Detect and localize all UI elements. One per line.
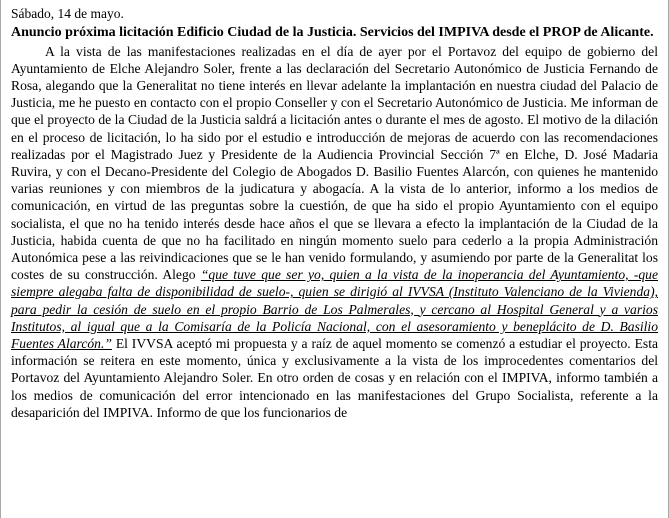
page-border-left: [0, 0, 1, 518]
body-paragraph-part-1: A la vista de las manifestaciones realizadas en el día de ayer por el Portavoz del equipo de gobierno del Ayuntamiento de Elche Alejandro Soler, frente a las declaración del Secretario Autonómico de Justicia Fernando de Rosa, alegando que la Generalitat no tiene interés en llevar adelante la implantación en nuestra ciudad del Palacio de Justicia, me he puesto en contacto con el propio Conseller y con el Secretario Autonómico de Justicia. Me informan de que el proyecto de la Ciudad de la Justicia saldrá a licitación antes o durante el mes de agosto. El motivo de la dilación en el proceso de licitación, lo ha sido por el estudio e introducción de mejoras de acuerdo con las recomendaciones realizadas por el Magistrado Juez y Presidente de la Audiencia Provincial Sección 7ª en Elche, D. José Madaria Ruvira, y con el Decano-Presidente del Colegio de Abogados D. Basilio Fuentes Alarcón, con quienes he mantenido varias reuniones y con miembros de la judicatura y abogacía. A la vista de lo anterior, informo a los medios de comunicación, en virtud de las preguntas sobre la cuestión, de que ha sido el propio Ayuntamiento con el equipo socialista, el que no ha tenido interés desde hace años el que se llevara a efecto la implantación de la Ciudad de la Justicia, habida cuenta de que no ha facilitado en ningún momento suelo para cederlo a la propia Administración Autonómica pese a las reivindicaciones que se le han venido formulando, y asumiendo por parte de la Generalitat los costes de su construcción. Alego: [11, 43, 658, 283]
document-body: [11, 43, 658, 421]
body-quoted-passage: “que tuve que ser yo, quien a la vista de la inoperancia del Ayuntamiento, -que siempre alegaba falta de disponibilidad de suelo-, quien se dirigió al IVVSA (Instituto Valenciano de la Vivienda), para pedir la cesión de suelo en el propio Barrio de Los Palmerales, y cercano al Hospital General y a varios Institutos, al igual que a la Comisaría de la Policía Nacional, con el asesoramiento y beneplácito de D. Basilio Fuentes Alarcón.”: [11, 267, 658, 351]
body-paragraph-part-2: El IVVSA aceptó mi propuesta y a raíz de aquel momento se comenzó a estudiar el proyecto. Esta información se reitera en este momento, única y exclusivamente a la vista de los improcedentes comentarios del Portavoz del Ayuntamiento Alejandro Soler. En otro orden de cosas y en relación con el IMPIVA, informo también a los medios de comunicación del error intencionado en las manifestaciones del Grupo Socialista, referente a la desaparición del IMPIVA. Informo de que los funcionarios de: [11, 335, 659, 420]
document-headline: Anuncio próxima licitación Edificio Ciudad de la Justicia. Servicios del IMPIVA desde el PROP de Alicante.: [11, 24, 654, 40]
date-line: Sábado, 14 de mayo.: [11, 6, 124, 21]
